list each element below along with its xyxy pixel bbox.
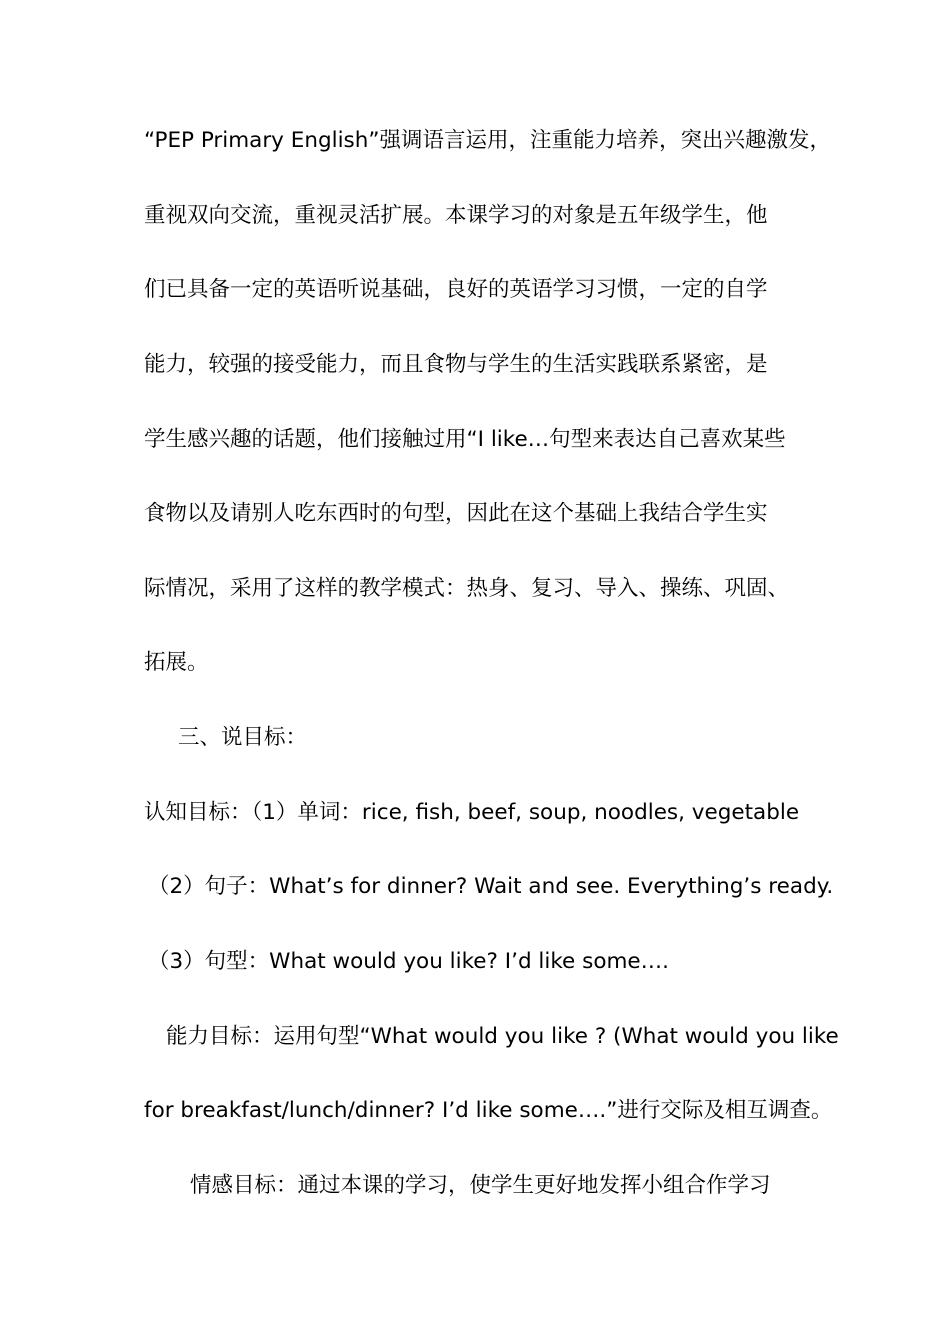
paragraph-line-7: 际情况，采用了这样的教学模式：热身、复习、导入、操练、巩固、	[144, 576, 790, 601]
emotional-objective-line-1: 情感目标：通过本课的学习，使学生更好地发挥小组合作学习	[190, 1173, 771, 1198]
ability-objective-line-2: for breakfast/lunch/dinner? I’d like some….”进行交际及相互调查。	[144, 1098, 833, 1123]
paragraph-line-3: 们已具备一定的英语听说基础，良好的英语学习习惯，一定的自学	[144, 277, 768, 302]
section-heading-objectives: 三、说目标：	[178, 725, 308, 750]
paragraph-line-4: 能力，较强的接受能力，而且食物与学生的生活实践联系紧密，是	[144, 352, 768, 377]
paragraph-line-6: 食物以及请别人吃东西时的句型，因此在这个基础上我结合学生实	[144, 501, 768, 526]
cognitive-objective-patterns: （3）句型：What would you like? I’d like some….	[148, 949, 669, 974]
paragraph-line-5: 学生感兴趣的话题，他们接触过用“I like…句型来表达自己喜欢某些	[144, 427, 786, 452]
cognitive-objective-sentences: （2）句子：What’s for dinner? Wait and see. Everything’s ready.	[148, 874, 834, 899]
ability-objective-line-1: 能力目标：运用句型“What would you like ? (What would you like	[166, 1024, 839, 1049]
paragraph-line-8: 拓展。	[144, 650, 209, 675]
paragraph-line-2: 重视双向交流，重视灵活扩展。本课学习的对象是五年级学生，他	[144, 203, 768, 228]
paragraph-line-1: “PEP Primary English”强调语言运用，注重能力培养，突出兴趣激发，	[144, 128, 832, 153]
cognitive-objective-words: 认知目标：（1）单词：rice, fish, beef, soup, noodles, vegetable	[144, 800, 800, 825]
